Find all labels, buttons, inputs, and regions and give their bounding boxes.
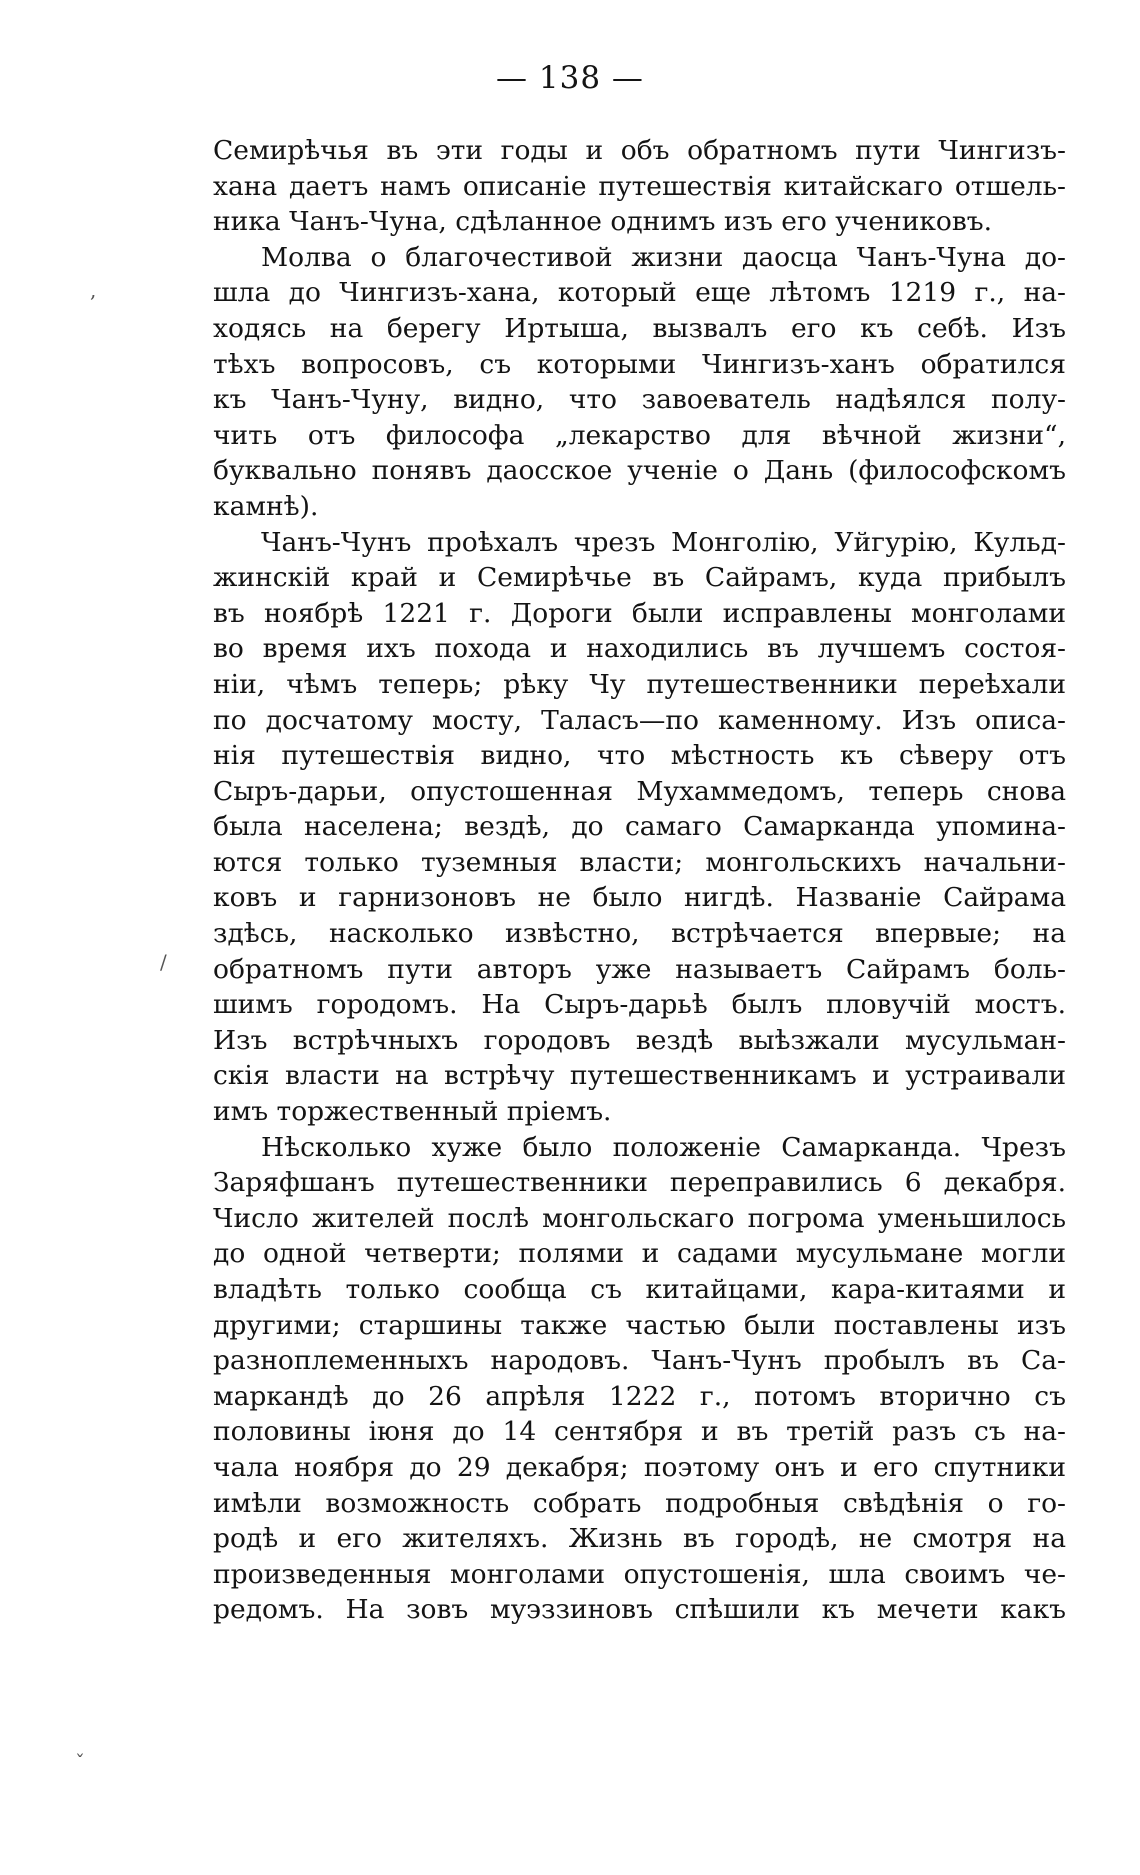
text-line: разноплеменныхъ народовъ. Чанъ-Чунъ пробылъ въ Са- bbox=[213, 1345, 1066, 1377]
text-line: Число жителей послѣ монгольскаго погрома уменьшилось bbox=[213, 1202, 1066, 1234]
text-line: имѣли возможность собрать подробныя свѣдѣнiя о го- bbox=[213, 1487, 1066, 1519]
text-line: по досчатому мосту, Таласъ—по каменному. Изъ описа- bbox=[213, 704, 1066, 736]
text-line: скiя власти на встрѣчу путешественникамъ и устраивали bbox=[213, 1060, 1066, 1092]
text-line: ника Чанъ-Чуна, сдѣланное однимъ изъ его учениковъ. bbox=[213, 206, 993, 238]
page-number: — 138 — bbox=[496, 60, 644, 96]
text-line: въ ноябрѣ 1221 г. Дороги были исправлены монголами bbox=[213, 597, 1066, 629]
text-line: шимъ городомъ. На Сыръ-дарьѣ былъ пловучiй мостъ. bbox=[213, 989, 1066, 1021]
text-line: жинскiй край и Семирѣчье въ Сайрамъ, куда прибылъ bbox=[213, 562, 1066, 594]
text-line: Заряфшанъ путешественники переправились 6 декабря. bbox=[213, 1167, 1066, 1199]
text-line: произведенныя монголами опустошенiя, шла своимъ че- bbox=[213, 1558, 1066, 1590]
corner-mark: ˇ bbox=[75, 1750, 85, 1774]
margin-mark: , bbox=[90, 278, 97, 302]
text-line: чить отъ философа „лекарство для вѣчной жизни“, bbox=[213, 419, 1066, 451]
text-line: владѣть только сообща съ китайцами, кара-китаями и bbox=[213, 1274, 1066, 1305]
text-line: шла до Чингизъ-хана, который еще лѣтомъ 1219 г., на- bbox=[213, 277, 1066, 309]
text-line: родѣ и его жителяхъ. Жизнь въ городѣ, не смотря на bbox=[213, 1523, 1066, 1555]
text-line: камнѣ). bbox=[213, 490, 319, 522]
text-line: тѣхъ вопросовъ, съ которыми Чингизъ-ханъ обратился bbox=[213, 348, 1066, 380]
text-line: здѣсь, насколько извѣстно, встрѣчается впервые; на bbox=[213, 918, 1066, 950]
text-line: обратномъ пути авторъ уже называетъ Сайрамъ боль- bbox=[213, 953, 1066, 985]
text-line: нiи, чѣмъ теперь; рѣку Чу путешественники переѣхали bbox=[213, 668, 1066, 700]
text-line: до одной четверти; полями и садами мусульмане могли bbox=[213, 1238, 1066, 1270]
text-line: была населена; вездѣ, до самаго Самарканда упомина- bbox=[213, 811, 1066, 843]
text-line: Семирѣчья въ эти годы и объ обратномъ пути Чингизъ- bbox=[213, 135, 1066, 166]
text-line: Нѣсколько хуже было положенiе Самарканда. Чрезъ bbox=[261, 1131, 1066, 1163]
text-line: Изъ встрѣчныхъ городовъ вездѣ выѣзжали мусульман- bbox=[213, 1024, 1066, 1056]
text-line: нiя путешествiя видно, что мѣстность къ сѣверу отъ bbox=[213, 740, 1066, 772]
text-line: ковъ и гарнизоновъ не было нигдѣ. Названiе Сайрама bbox=[213, 882, 1066, 914]
text-line: другими; старшины также частью были поставлены изъ bbox=[213, 1309, 1066, 1341]
text-line: Молва о благочестивой жизни даосца Чанъ-Чуна до- bbox=[261, 241, 1066, 273]
text-line: Чанъ-Чунъ проѣхалъ чрезъ Монголiю, Уйгурiю, Кульд- bbox=[261, 526, 1066, 558]
text-body bbox=[213, 133, 1066, 1628]
text-line: маркандѣ до 26 апрѣля 1222 г., потомъ вторично съ bbox=[213, 1380, 1066, 1412]
text-line: редомъ. На зовъ муэззиновъ спѣшили къ мечети какъ bbox=[213, 1594, 1066, 1626]
text-line: къ Чанъ-Чуну, видно, что завоеватель надѣялся полу- bbox=[213, 384, 1066, 416]
text-line: половины iюня до 14 сентября и въ третiй разъ съ на- bbox=[213, 1416, 1066, 1448]
text-line: Сыръ-дарьи, опустошенная Мухаммедомъ, теперь снова bbox=[213, 775, 1066, 807]
text-line: во время ихъ похода и находились въ лучшемъ состоя- bbox=[213, 633, 1066, 665]
text-line: чала ноября до 29 декабря; поэтому онъ и его спутники bbox=[213, 1451, 1066, 1483]
text-line: буквально понявъ даосское ученiе о Дань (философскомъ bbox=[213, 455, 1066, 487]
text-line: ходясь на берегу Иртыша, вызвалъ его къ себѣ. Изъ bbox=[213, 312, 1066, 344]
text-line: ются только туземныя власти; монгольскихъ начальни- bbox=[213, 846, 1066, 878]
text-line: имъ торжественный прiемъ. bbox=[213, 1096, 612, 1128]
margin-mark: / bbox=[160, 950, 167, 974]
text-line: хана даетъ намъ описанiе путешествiя китайскаго отшель- bbox=[213, 170, 1066, 202]
